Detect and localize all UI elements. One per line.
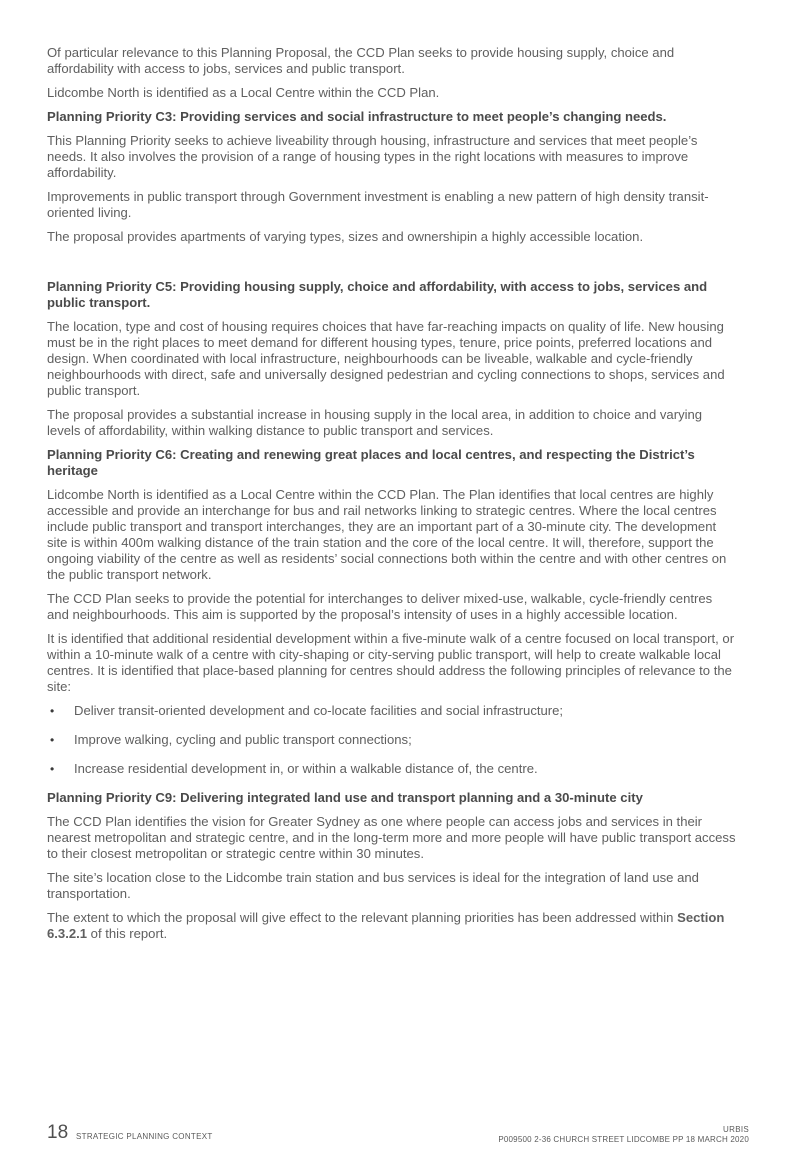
list-item: [47, 703, 737, 719]
bullet-icon: •: [50, 762, 55, 776]
closing-paragraph: [47, 910, 737, 942]
c3-proposal-paragraph: The proposal provides apartments of varying types, sizes and ownershipin a highly accessible location.: [47, 229, 644, 244]
document-body: [47, 45, 737, 950]
c6-interchange-paragraph: The CCD Plan seeks to provide the potential for interchanges to deliver mixed-use, walkable, cycle-friendly centres and neighbourhoods. This aim is supported by the proposal’s intensity of uses in a highly accessible location.: [47, 591, 713, 622]
bullet-icon: •: [50, 704, 55, 718]
footer-company: URBIS: [723, 1125, 749, 1134]
c3-transport-paragraph: Improvements in public transport through Government investment is enabling a new pattern of high density transit-oriented living.: [47, 189, 709, 220]
page-number: 18: [47, 1122, 69, 1143]
list-item-text: Improve walking, cycling and public transport connections;: [74, 732, 412, 747]
heading-priority-c3: Planning Priority C3: Providing services and social infrastructure to meet people’s changing needs.: [47, 109, 667, 124]
section-spacer: [47, 253, 737, 279]
closing-text-start: The extent to which the proposal will give effect to the relevant planning priorities has been addressed within: [47, 910, 678, 925]
list-item-text: Increase residential development in, or within a walkable distance of, the centre.: [74, 761, 538, 776]
c6-body-paragraph: Lidcombe North is identified as a Local Centre within the CCD Plan. The Plan identifies that local centres are highly accessible and provide an interchange for bus and rail networks linking to strategic centres. Where the local centres include public transport and transport interchanges, they are an important part of a 30-minute city. The development site is within 400m walking distance of the train station and the core of the local centre. It will, therefore, support the ongoing viability of the centre as well as residents’ social connections both within the centre and with other centres on the public transport network.: [47, 487, 727, 582]
principles-list: [47, 703, 737, 777]
heading-priority-c9: Planning Priority C9: Delivering integrated land use and transport planning and a 30-minute city: [47, 790, 643, 805]
list-item: [47, 761, 737, 777]
footer-section-title: STRATEGIC PLANNING CONTEXT: [76, 1132, 213, 1141]
heading-priority-c5: Planning Priority C5: Providing housing supply, choice and affordability, with access to jobs, services and public transport.: [47, 279, 708, 310]
c5-proposal-paragraph: The proposal provides a substantial increase in housing supply in the local area, in addition to choice and varying levels of affordability, within walking distance to public transport and services.: [47, 407, 703, 438]
heading-priority-c6: Planning Priority C6: Creating and renewing great places and local centres, and respecting the District’s heritage: [47, 447, 695, 478]
intro-paragraph: Of particular relevance to this Planning Proposal, the CCD Plan seeks to provide housing supply, choice and affordability with access to jobs, services and public transport.: [47, 45, 675, 76]
closing-text-end: of this report.: [87, 926, 168, 941]
page-footer: [47, 1121, 749, 1145]
footer-document-reference: P009500 2-36 CHURCH STREET LIDCOMBE PP 18 MARCH 2020: [498, 1135, 749, 1144]
list-item: [47, 732, 737, 748]
c9-body-paragraph: The CCD Plan identifies the vision for Greater Sydney as one where people can access jobs and services in their nearest metropolitan and strategic centre, and in the long-term more and more people will have public transport access to their closest metropolitan or strategic centre within 30 minutes.: [47, 814, 736, 861]
lidcombe-local-centre-paragraph: Lidcombe North is identified as a Local Centre within the CCD Plan.: [47, 85, 440, 100]
bullet-icon: •: [50, 733, 55, 747]
c9-site-paragraph: The site’s location close to the Lidcombe train station and bus services is ideal for the integration of land use and transportation.: [47, 870, 699, 901]
list-item-text: Deliver transit-oriented development and co-locate facilities and social infrastructure;: [74, 703, 564, 718]
section-reference: Section 6.3.2.1: [47, 910, 725, 941]
c5-body-paragraph: The location, type and cost of housing requires choices that have far-reaching impacts on quality of life. New housing must be in the right places to meet demand for different housing types, tenure, price points, preferred locations and design. When coordinated with local infrastructure, neighbourhoods can be liveable, walkable and cycle-friendly neighbourhoods with direct, safe and universally designed pedestrian and cycling connections to shops, services and public transport.: [47, 319, 725, 398]
c3-body-paragraph: This Planning Priority seeks to achieve liveability through housing, infrastructure and services that meet people’s needs. It also involves the provision of a range of housing types in the right locations with measures to improve affordability.: [47, 133, 698, 180]
c6-principles-paragraph: It is identified that additional residential development within a five-minute walk of a centre focused on local transport, or within a 10-minute walk of a centre with city-shaping or city-serving public transport, will help to create walkable local centres. It is identified that place-based planning for centres should address the following principles of relevance to the site:: [47, 631, 735, 694]
